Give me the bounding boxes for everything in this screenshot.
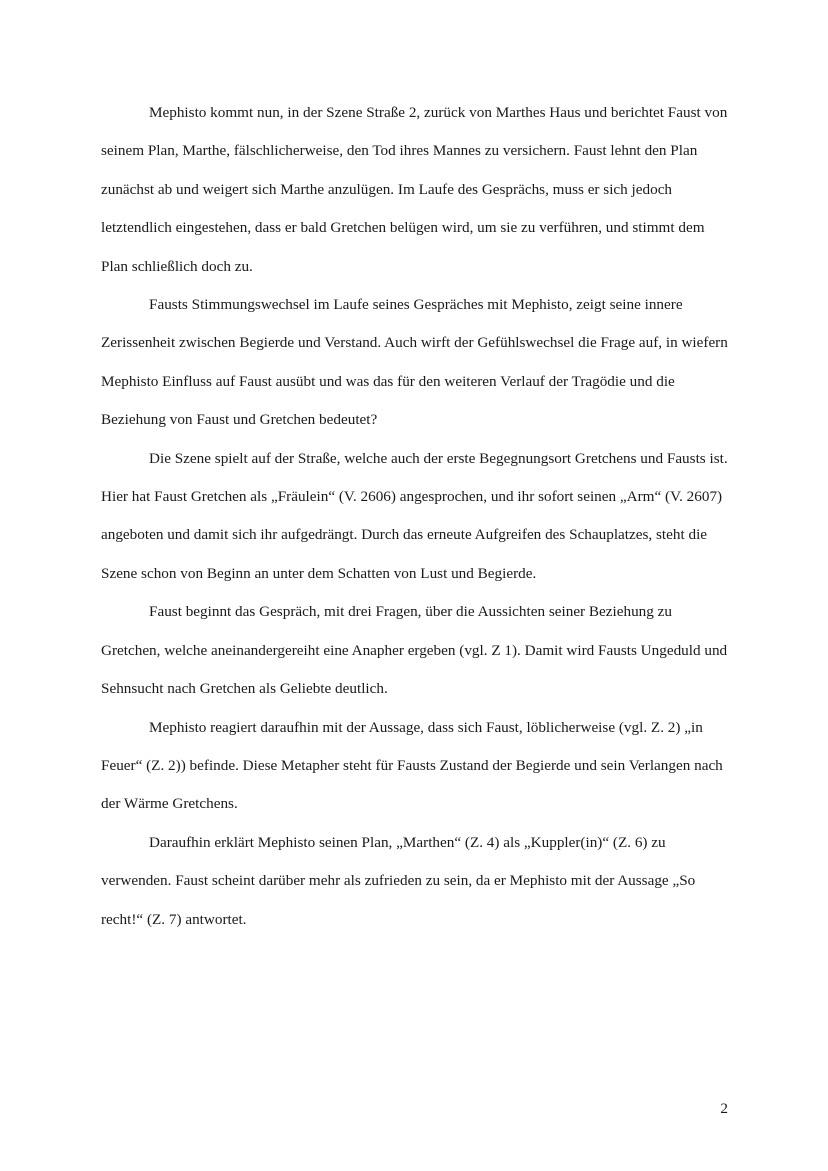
document-body [101,94,729,939]
paragraph-1: Mephisto kommt nun, in der Szene Straße 2, zurück von Marthes Haus und berichtet Faust von seinem Plan, Marthe, fälschlicherweise, den Tod ihres Mannes zu versichern. Faust lehnt den Plan zunächst ab und weigert sich Marthe anzulügen. Im Laufe des Gesprächs, muss er sich jedoch letztendlich eingestehen, dass er bald Gretchen belügen wird, um sie zu verführen, und stimmt dem Plan schließlich doch zu. [101,104,728,275]
paragraph-2: Fausts Stimmungswechsel im Laufe seines Gespräches mit Mephisto, zeigt seine innere Zerissenheit zwischen Begierde und Verstand. Auch wirft der Gefühlswechsel die Frage auf, in wiefern Mephisto Einfluss auf Faust ausübt und was das für den weiteren Verlauf der Tragödie und die Beziehung von Faust und Gretchen bedeutet? [101,296,728,429]
paragraph-5: Mephisto reagiert daraufhin mit der Aussage, dass sich Faust, löblicherweise (vgl. Z. 2) „in Feuer“ (Z. 2)) befinde. Diese Metapher steht für Fausts Zustand der Begierde und sein Verlangen nach der Wärme Gretchens. [101,718,723,813]
paragraph-6: Daraufhin erklärt Mephisto seinen Plan, „Marthen“ (Z. 4) als „Kuppler(in)“ (Z. 6) zu verwenden. Faust scheint darüber mehr als zufrieden zu sein, da er Mephisto mit der Aussage „So recht!“ (Z. 7) antwortet. [101,833,696,928]
page-number: 2 [720,1100,728,1117]
paragraph-4: Faust beginnt das Gespräch, mit drei Fragen, über die Aussichten seiner Beziehung zu Gretchen, welche aneinandergereiht eine Anapher ergeben (vgl. Z 1). Damit wird Fausts Ungeduld und Sehnsucht nach Gretchen als Geliebte deutlich. [101,603,728,698]
paragraph-3: Die Szene spielt auf der Straße, welche auch der erste Begegnungsort Gretchens und Fausts ist. Hier hat Faust Gretchen als „Fräulein“ (V. 2606) angesprochen, und ihr sofort seinen „Arm“ (V. 2607) angeboten und damit sich ihr aufgedrängt. Durch das erneute Aufgreifen des Schauplatzes, steht die Szene schon von Beginn an unter dem Schatten von Lust und Begierde. [101,449,728,582]
